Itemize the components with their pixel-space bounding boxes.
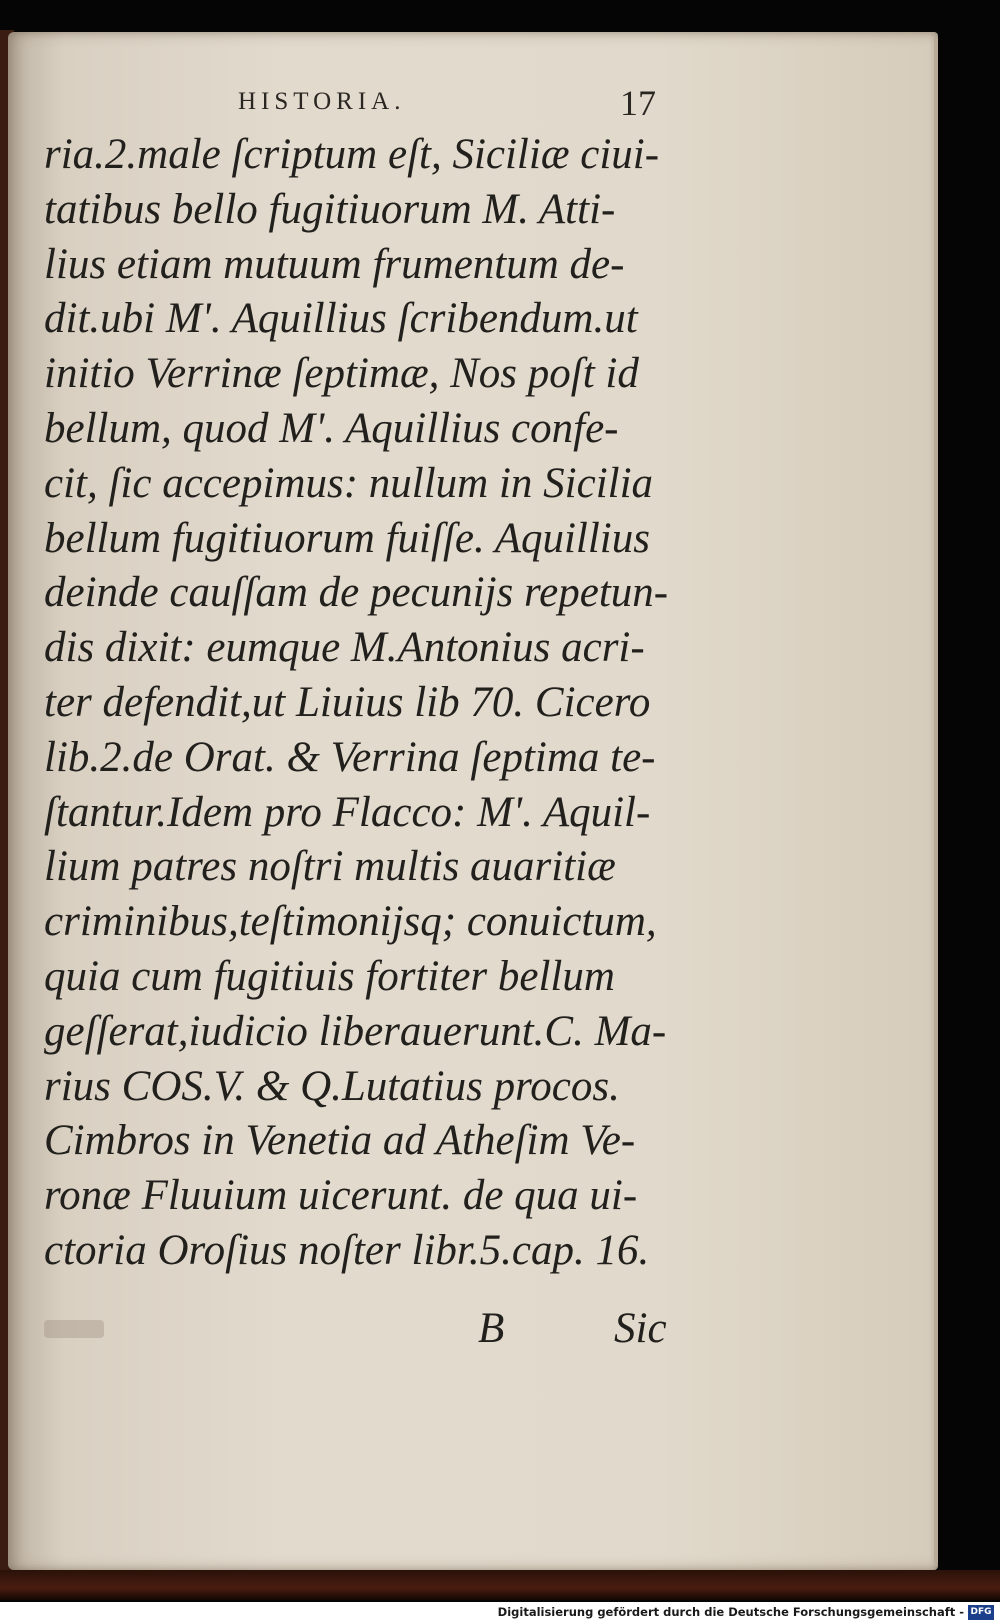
text-line: bellum fugitiuorum fuiſſe. Aquillius xyxy=(44,514,650,562)
body-text xyxy=(44,128,684,1279)
dfg-logo: DFG xyxy=(968,1605,994,1620)
text-line: quia cum fugitiuis fortiter bellum xyxy=(44,952,615,1000)
page-right-edge xyxy=(934,38,938,1562)
page-number: 17 xyxy=(620,83,656,123)
text-line: lib.2.de Orat. & Verrina ſeptima te- xyxy=(44,733,656,781)
text-line: dis dixit: eumque M.Antonius acri- xyxy=(44,624,645,672)
text-line: cit, ſic accepimus: nullum in Sicilia xyxy=(44,459,654,507)
text-line: ter defendit,ut Liuius lib 70. Cicero xyxy=(44,678,651,726)
text-line: lius etiam mutuum frumentum de- xyxy=(44,240,625,288)
text-line: initio Verrinæ ſeptimæ, Nos poſt id xyxy=(44,350,639,398)
text-line: ctoria Oroſius noſter libr.5.cap. 16. xyxy=(44,1226,650,1274)
funding-credit: Digitalisierung gefördert durch die Deutsche Forschungsgemeinschaft - xyxy=(497,1605,964,1619)
book-cover-bottom-edge xyxy=(0,1570,1000,1600)
text-line: Cimbros in Venetia ad Atheſim Ve- xyxy=(44,1117,636,1165)
text-line: bellum, quod M'. Aquillius confe- xyxy=(44,404,619,452)
text-line: ronæ Fluuium uicerunt. de qua ui- xyxy=(44,1172,638,1220)
text-line: lium patres noſtri multis auaritiæ xyxy=(44,843,616,891)
text-line: ria.2.male ſcriptum eſt, Siciliæ ciui- xyxy=(44,131,660,178)
catchword: Sic xyxy=(614,1305,667,1352)
signature-mark: B xyxy=(478,1305,505,1352)
text-line: ſtantur.Idem pro Flacco: M'. Aquil- xyxy=(44,788,651,836)
running-head: HISTORIA. xyxy=(238,88,406,115)
text-line: geſſerat,iudicio liberauerunt.C. Ma- xyxy=(44,1007,667,1055)
text-line: dit.ubi M'. Aquillius ſcribendum.ut xyxy=(44,295,638,343)
text-line: rius COS.V. & Q.Lutatius procos. xyxy=(44,1062,620,1110)
text-line: deinde cauſſam de pecunijs repetun- xyxy=(44,569,669,617)
page-foot xyxy=(44,1304,684,1358)
text-line: tatibus bello fugitiuorum M. Atti- xyxy=(44,185,616,233)
digitization-footer xyxy=(0,1602,1000,1624)
text-line: criminibus,teſtimonijsq; conuictum, xyxy=(44,898,657,946)
